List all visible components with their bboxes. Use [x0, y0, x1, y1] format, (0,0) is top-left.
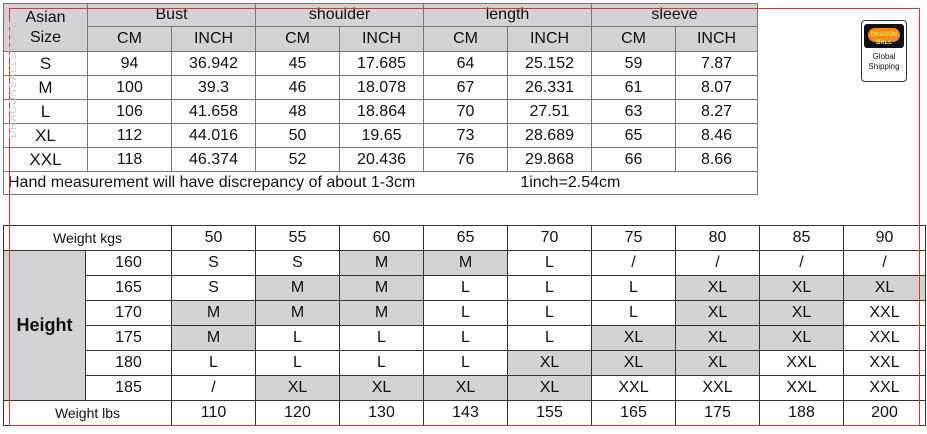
- inch-conversion: 1inch=2.54cm: [520, 174, 621, 191]
- size-label: Size: [29, 28, 62, 46]
- unit-cm: CM: [256, 27, 340, 52]
- weight-lbs-cell: 155: [508, 401, 592, 426]
- height-row-175: [4, 326, 926, 351]
- measure-cell-bust-cm: 94: [88, 52, 172, 76]
- measure-cell-length-cm: 64: [424, 52, 508, 76]
- recommended-size-cell: L: [424, 326, 508, 351]
- height-rows: [4, 251, 926, 401]
- measure-cell-shoulder-cm: 45: [256, 52, 340, 76]
- weight-kgs-cell: 90: [844, 226, 926, 251]
- recommended-size-cell: S: [172, 251, 256, 276]
- recommended-size-cell: XL: [676, 351, 760, 376]
- recommended-size-cell: M: [172, 301, 256, 326]
- measure-cell-length-cm: 70: [424, 100, 508, 124]
- weight-lbs-cell: 143: [424, 401, 508, 426]
- weight-kgs-cell: 75: [592, 226, 676, 251]
- recommended-size-cell: L: [340, 326, 424, 351]
- recommended-size-cell: L: [508, 251, 592, 276]
- measure-cell-length-in: 25.152: [508, 52, 592, 76]
- measure-cell-shoulder-in: 18.078: [340, 76, 424, 100]
- size-row-xl: [4, 124, 758, 148]
- height-value-cell: 165: [86, 276, 172, 301]
- recommended-size-cell: XL: [256, 376, 340, 401]
- measure-cell-sleeve-in: 8.46: [676, 124, 758, 148]
- measure-cell-bust-cm: 118: [88, 148, 172, 172]
- measure-cell-shoulder-in: 17.685: [340, 52, 424, 76]
- recommended-size-cell: XXL: [844, 351, 926, 376]
- recommended-size-cell: XL: [844, 276, 926, 301]
- weight-lbs-cell: 130: [340, 401, 424, 426]
- recommended-size-cell: XXL: [844, 376, 926, 401]
- unit-cm: CM: [424, 27, 508, 52]
- shoulder-header: shoulder: [256, 4, 424, 27]
- measure-cell-length-cm: 76: [424, 148, 508, 172]
- logo-text: DRAGON BALL: [870, 32, 898, 46]
- recommended-size-cell: XL: [760, 301, 844, 326]
- measure-cell-bust-cm: 106: [88, 100, 172, 124]
- measure-cell-sleeve-cm: 63: [592, 100, 676, 124]
- size-cell: XL: [4, 124, 88, 148]
- measure-cell-sleeve-in: 8.07: [676, 76, 758, 100]
- measure-cell-shoulder-in: 19.65: [340, 124, 424, 148]
- recommended-size-cell: M: [340, 301, 424, 326]
- badge-line-1: Global: [872, 52, 896, 61]
- watermark: DRAGONBALLSTORE: [8, 20, 19, 138]
- measure-cell-shoulder-in: 18.864: [340, 100, 424, 124]
- weight-kgs-row: [4, 226, 926, 251]
- recommended-size-cell: /: [172, 376, 256, 401]
- size-cell: XXL: [4, 148, 88, 172]
- size-row-xxl: [4, 148, 758, 172]
- recommended-size-cell: L: [424, 301, 508, 326]
- weight-lbs-label: Weight lbs: [4, 401, 172, 426]
- recommended-size-cell: S: [172, 276, 256, 301]
- size-cell: L: [4, 100, 88, 124]
- height-value-cell: 180: [86, 351, 172, 376]
- recommended-size-cell: L: [592, 301, 676, 326]
- measure-cell-bust-cm: 112: [88, 124, 172, 148]
- weight-kgs-cell: 85: [760, 226, 844, 251]
- size-row-s: [4, 52, 758, 76]
- measure-cell-sleeve-cm: 66: [592, 148, 676, 172]
- weight-kgs-cell: 70: [508, 226, 592, 251]
- recommended-size-cell: XXL: [760, 351, 844, 376]
- weight-lbs-cell: 188: [760, 401, 844, 426]
- recommended-size-cell: M: [256, 276, 340, 301]
- weight-lbs-cell: 120: [256, 401, 340, 426]
- size-rows: [4, 52, 758, 172]
- sleeve-header: sleeve: [592, 4, 758, 27]
- recommended-size-cell: XL: [424, 376, 508, 401]
- recommended-size-cell: XXL: [592, 376, 676, 401]
- weight-kgs-cell: 50: [172, 226, 256, 251]
- recommended-size-cell: L: [256, 326, 340, 351]
- recommended-size-cell: XL: [592, 326, 676, 351]
- measure-cell-bust-in: 46.374: [172, 148, 256, 172]
- weight-kgs-label: Weight kgs: [4, 226, 172, 251]
- measure-cell-bust-in: 39.3: [172, 76, 256, 100]
- unit-inch: INCH: [508, 27, 592, 52]
- weight-lbs-row: [4, 401, 926, 426]
- size-cell: S: [4, 52, 88, 76]
- recommended-size-cell: M: [340, 251, 424, 276]
- asian-label: Asian: [25, 8, 66, 26]
- measure-cell-bust-in: 36.942: [172, 52, 256, 76]
- measure-cell-shoulder-in: 20.436: [340, 148, 424, 172]
- recommended-size-cell: XL: [676, 326, 760, 351]
- recommended-size-cell: L: [424, 276, 508, 301]
- measure-cell-length-cm: 67: [424, 76, 508, 100]
- recommended-size-cell: XL: [340, 376, 424, 401]
- recommended-size-cell: XXL: [844, 301, 926, 326]
- recommended-size-cell: L: [256, 351, 340, 376]
- recommended-size-cell: /: [760, 251, 844, 276]
- recommended-size-cell: L: [424, 351, 508, 376]
- measurement-note: Hand measurement will have discrepancy of about 1-3cm: [8, 174, 416, 191]
- height-row-185: [4, 376, 926, 401]
- recommended-size-cell: XL: [508, 351, 592, 376]
- measure-cell-sleeve-cm: 61: [592, 76, 676, 100]
- measure-cell-sleeve-cm: 59: [592, 52, 676, 76]
- size-chart-table: [3, 3, 758, 195]
- measure-cell-shoulder-cm: 50: [256, 124, 340, 148]
- measure-cell-shoulder-cm: 52: [256, 148, 340, 172]
- height-value-cell: 185: [86, 376, 172, 401]
- recommended-size-cell: /: [844, 251, 926, 276]
- weight-lbs-cell: 110: [172, 401, 256, 426]
- weight-kgs-cell: 65: [424, 226, 508, 251]
- badge-line-2: Shipping: [868, 62, 900, 71]
- height-value-cell: 175: [86, 326, 172, 351]
- measure-cell-length-in: 29.868: [508, 148, 592, 172]
- recommended-size-cell: XXL: [760, 376, 844, 401]
- weight-kgs-cell: 60: [340, 226, 424, 251]
- height-row-160: [4, 251, 926, 276]
- unit-inch: INCH: [676, 27, 758, 52]
- weight-lbs-cell: 200: [844, 401, 926, 426]
- weight-lbs-cell: 175: [676, 401, 760, 426]
- height-row-165: [4, 276, 926, 301]
- measure-cell-length-in: 26.331: [508, 76, 592, 100]
- recommended-size-cell: L: [592, 276, 676, 301]
- height-value-cell: 160: [86, 251, 172, 276]
- weight-lbs-cell: 165: [592, 401, 676, 426]
- unit-cm: CM: [592, 27, 676, 52]
- measure-cell-sleeve-in: 8.66: [676, 148, 758, 172]
- size-cell: M: [4, 76, 88, 100]
- recommended-size-cell: XL: [760, 276, 844, 301]
- measure-cell-shoulder-cm: 46: [256, 76, 340, 100]
- recommended-size-cell: L: [508, 326, 592, 351]
- measure-cell-shoulder-cm: 48: [256, 100, 340, 124]
- size-row-l: [4, 100, 758, 124]
- recommended-size-cell: M: [340, 276, 424, 301]
- height-value-cell: 170: [86, 301, 172, 326]
- recommended-size-cell: M: [424, 251, 508, 276]
- measure-cell-sleeve-in: 8.27: [676, 100, 758, 124]
- recommended-size-cell: /: [676, 251, 760, 276]
- height-row-170: [4, 301, 926, 326]
- measure-cell-length-in: 28.689: [508, 124, 592, 148]
- bust-header: Bust: [88, 4, 256, 27]
- measure-cell-length-cm: 73: [424, 124, 508, 148]
- recommended-size-cell: XL: [676, 301, 760, 326]
- recommended-size-cell: XXL: [676, 376, 760, 401]
- global-shipping-badge: [861, 20, 907, 82]
- recommended-size-cell: XL: [508, 376, 592, 401]
- recommended-size-cell: L: [508, 276, 592, 301]
- height-label: Height: [4, 251, 86, 401]
- weight-kgs-cell: 55: [256, 226, 340, 251]
- recommended-size-cell: L: [508, 301, 592, 326]
- recommended-size-cell: L: [172, 351, 256, 376]
- recommended-size-cell: S: [256, 251, 340, 276]
- size-row-m: [4, 76, 758, 100]
- recommended-size-cell: XL: [676, 276, 760, 301]
- unit-inch: INCH: [340, 27, 424, 52]
- measure-cell-bust-cm: 100: [88, 76, 172, 100]
- recommended-size-cell: XL: [592, 351, 676, 376]
- measure-cell-bust-in: 41.658: [172, 100, 256, 124]
- height-row-180: [4, 351, 926, 376]
- measure-cell-sleeve-in: 7.87: [676, 52, 758, 76]
- weight-height-chart: [3, 225, 926, 426]
- recommended-size-cell: M: [172, 326, 256, 351]
- measure-cell-sleeve-cm: 65: [592, 124, 676, 148]
- recommended-size-cell: L: [340, 351, 424, 376]
- recommended-size-cell: XL: [760, 326, 844, 351]
- unit-inch: INCH: [172, 27, 256, 52]
- unit-cm: CM: [88, 27, 172, 52]
- measure-cell-bust-in: 44.016: [172, 124, 256, 148]
- measure-cell-length-in: 27.51: [508, 100, 592, 124]
- measurement-note-row: [4, 172, 758, 195]
- weight-kgs-cell: 80: [676, 226, 760, 251]
- dragon-ball-logo-icon: [864, 24, 904, 48]
- recommended-size-cell: /: [592, 251, 676, 276]
- recommended-size-cell: M: [256, 301, 340, 326]
- recommended-size-cell: XXL: [844, 326, 926, 351]
- length-header: length: [424, 4, 592, 27]
